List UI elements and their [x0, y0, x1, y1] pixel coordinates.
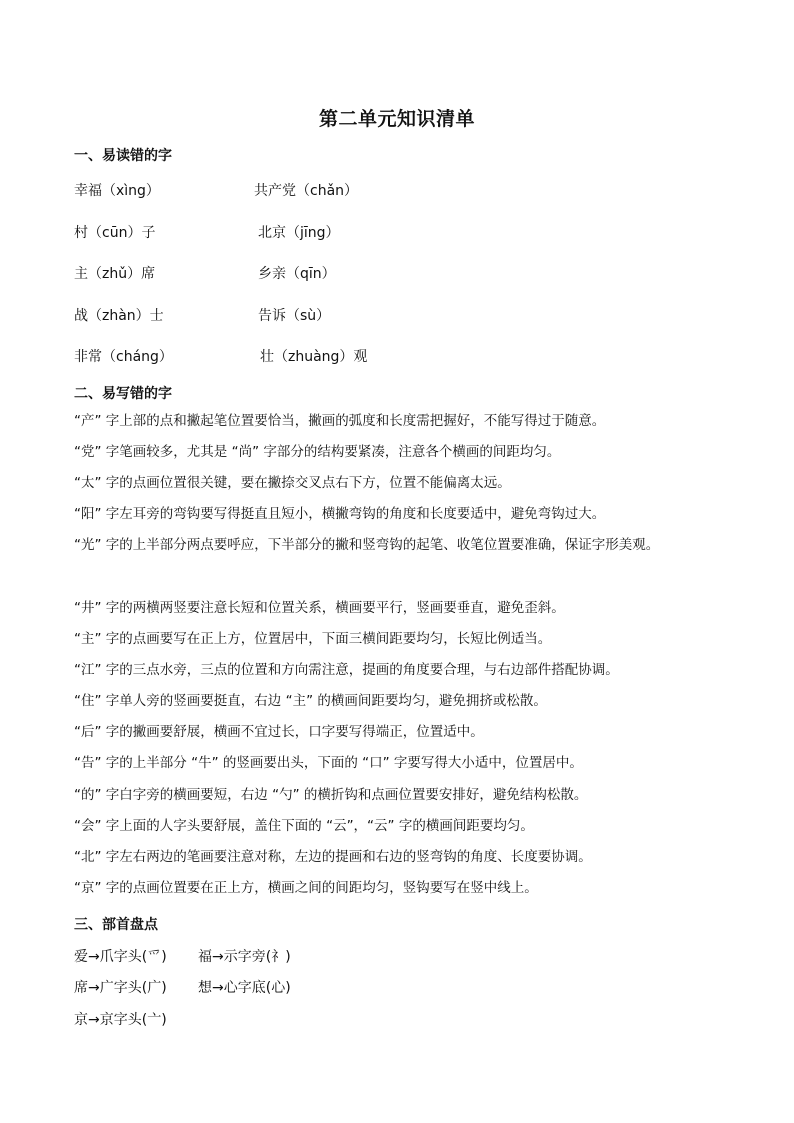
writing-note: “主” 字的点画要写在正上方，位置居中，下面三横间距要均匀，长短比例适当。 [74, 631, 552, 647]
section-heading-pronunciation: 一、易读错的字 [74, 148, 172, 164]
writing-note: “京” 字的点画位置要在正上方，横画之间的间距均匀，竖钩要写在竖中线上。 [74, 880, 538, 896]
radical-item: 福→示字旁(礻) [198, 949, 291, 965]
pronunciation-left: 村（cūn）子 [74, 225, 156, 241]
section-heading-radicals: 三、部首盘点 [74, 917, 158, 933]
radical-item: 席→广字头(广) [74, 980, 167, 996]
writing-note: “井” 字的两横两竖要注意长短和位置关系，横画要平行，竖画要垂直，避免歪斜。 [74, 600, 565, 616]
writing-note: “产” 字上部的点和撇起笔位置要恰当，撇画的弧度和长度需把握好，不能写得过于随意。 [74, 413, 606, 429]
section-heading-writing: 二、易写错的字 [74, 386, 172, 402]
radical-row [74, 1009, 167, 1029]
writing-note: “的” 字白字旁的横画要短，右边 “勺” 的横折钩和点画位置要安排好，避免结构松散。 [74, 787, 588, 803]
writing-note: “江” 字的三点水旁，三点的位置和方向需注意，提画的角度要合理，与右边部件搭配协调。 [74, 662, 619, 678]
writing-note: “阳” 字左耳旁的弯钩要写得挺直且短小，横撇弯钩的角度和长度要适中，避免弯钩过大。 [74, 506, 606, 522]
radical-item: 京→京字头(亠) [74, 1012, 167, 1028]
radical-item: 爱→爪字头(爫) [74, 949, 167, 965]
radical-row [74, 946, 291, 966]
pronunciation-left: 主（zhǔ）席 [74, 266, 156, 282]
pronunciation-right: 告诉（sù） [258, 308, 331, 324]
pronunciation-left: 非常（cháng） [74, 349, 173, 365]
writing-note: “光” 字的上半部分两点要呼应，下半部分的撇和竖弯钩的起笔、收笔位置要准确，保证字形美观。 [74, 537, 660, 553]
writing-note: “住” 字单人旁的竖画要挺直，右边 “主” 的横画间距要均匀，避免拥挤或松散。 [74, 693, 547, 709]
radical-item: 想→心字底(心) [198, 980, 291, 996]
page-title: 第二单元知识清单 [318, 108, 475, 130]
pronunciation-right: 乡亲（qīn） [258, 266, 336, 282]
writing-note: “太” 字的点画位置很关键，要在撇捺交叉点右下方，位置不能偏离太远。 [74, 475, 511, 491]
pronunciation-right: 共产党（chǎn） [254, 183, 359, 199]
pronunciation-left: 战（zhàn）士 [74, 308, 164, 324]
pronunciation-left: 幸福（xìng） [74, 183, 160, 199]
writing-note: “北” 字左右两边的笔画要注意对称，左边的提画和右边的竖弯钩的角度、长度要协调。 [74, 849, 592, 865]
pronunciation-right: 壮（zhuàng）观 [260, 349, 368, 365]
writing-note: “会” 字上面的人字头要舒展，盖住下面的 “云”，“云” 字的横画间距要均匀。 [74, 818, 534, 834]
writing-note: “告” 字的上半部分 “牛” 的竖画要出头，下面的 “口” 字要写得大小适中，位置居中。 [74, 755, 583, 771]
writing-note: “后” 字的撇画要舒展，横画不宜过长，口字要写得端正，位置适中。 [74, 724, 484, 740]
pronunciation-right: 北京（jīng） [258, 225, 340, 241]
writing-note: “党” 字笔画较多，尤其是 “尚” 字部分的结构要紧凑，注意各个横画的间距均匀。 [74, 444, 561, 460]
radical-row [74, 977, 291, 997]
